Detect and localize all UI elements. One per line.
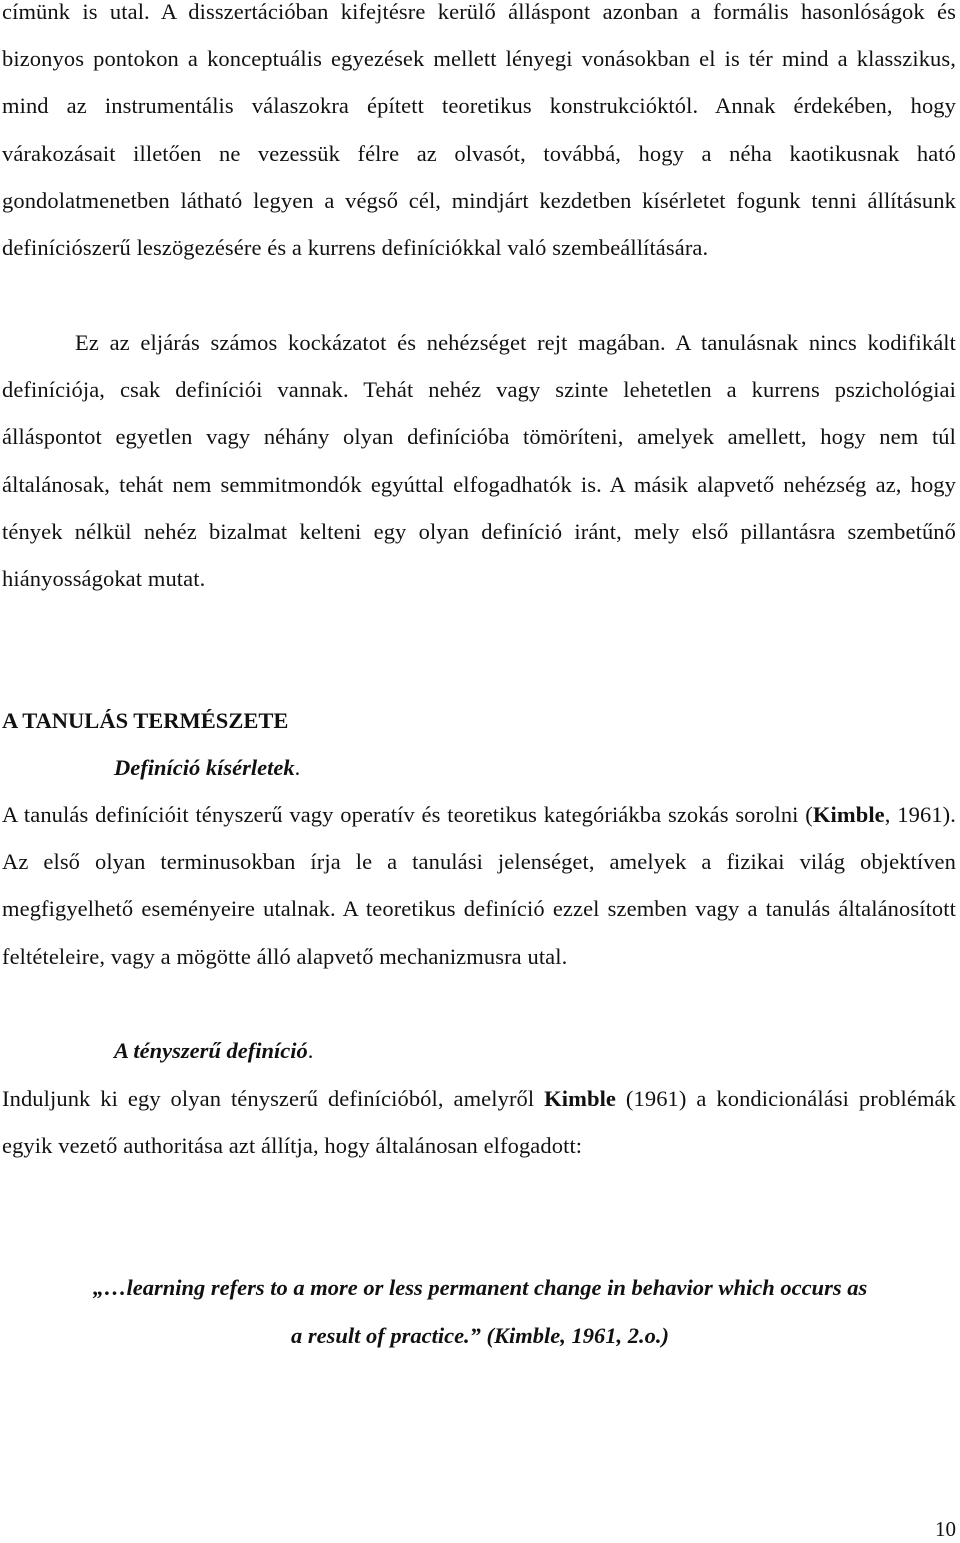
section-heading: A TANULÁS TERMÉSZETE — [2, 708, 289, 733]
subheading-definitions-dot: . — [294, 755, 301, 780]
paragraph-factual-post: (1961) a kondicionálási problémák egyik vezető authoritása azt állítja, hogy általánosan elfogadott: — [2, 1086, 956, 1159]
paragraph-factual — [2, 1075, 956, 1169]
paragraph-intro — [2, 0, 956, 271]
paragraph-categories — [2, 791, 956, 980]
subheading-definitions-text: Definíció kísérletek — [114, 755, 295, 780]
block-quote — [0, 1264, 960, 1359]
subheading-factual-text: A tényszerű definíció — [114, 1038, 308, 1063]
paragraph-intro-text: címünk is utal. A disszertációban kifejtésre kerülő álláspont azonban a formális hasonlóságok és bizonyos pontokon a konceptuális egyezések mellett lényegi vonásokban el is tér mind a klasszikus, mind az instrumentális válaszokra épített teoretikus konstrukcióktól. Annak érdekében, hogy várakozásait illetően ne vezessük félre az olvasót, továbbá, hogy a néha kaotikusnak ható gondolatmenetben látható legyen a végső cél, mindjárt kezdetben kísérletet fogunk tenni állításunk definíciószerű leszögezésére és a kurrens definíciókkal való szembeállítására. — [2, 0, 956, 261]
paragraph-categories-post: , 1961). Az első olyan terminusokban írja le a tanulási jelenséget, amelyek a fizikai világ objektíven megfigyelhető eseményeire utalnak. A teoretikus definíció ezzel szemben vagy a tanulás általánosított feltételeire, vagy a mögötte álló alapvető mechanizmusra utal. — [2, 802, 956, 969]
subheading-definitions — [114, 744, 300, 791]
paragraph-difficulty — [2, 319, 956, 602]
paragraph-factual-pre: Induljunk ki egy olyan tényszerű definícióból, amelyről — [2, 1086, 545, 1111]
paragraph-categories-pre: A tanulás definícióit tényszerű vagy operatív és teoretikus kategóriákba szokás sorolni ( — [2, 802, 813, 827]
quote-line-1: „…learning refers to a more or less permanent change in behavior which occurs as — [92, 1275, 868, 1300]
author-name: Kimble — [544, 1086, 617, 1111]
author-name: Kimble — [812, 802, 885, 827]
quote-line-2: a result of practice.” (Kimble, 1961, 2.o.) — [290, 1322, 670, 1348]
subheading-factual-dot: . — [307, 1038, 314, 1063]
page-number: 10 — [935, 1517, 956, 1541]
paragraph-difficulty-text: Ez az eljárás számos kockázatot és nehézséget rejt magában. A tanulásnak nincs kodifikált definíciója, csak definíciói vannak. Tehát nehéz vagy szinte lehetetlen a kurrens pszichológiai álláspontot egyetlen vagy néhány olyan definícióba tömöríteni, amelyek amellett, hogy nem túl általánosak, tehát nem semmitmondók egyúttal elfogadhatók is. A másik alapvető nehézség az, hogy tények nélkül nehéz bizalmat kelteni egy olyan definíció iránt, mely első pillantásra szembetűnő hiányosságokat mutat. — [2, 330, 956, 592]
subheading-factual — [114, 1027, 313, 1074]
